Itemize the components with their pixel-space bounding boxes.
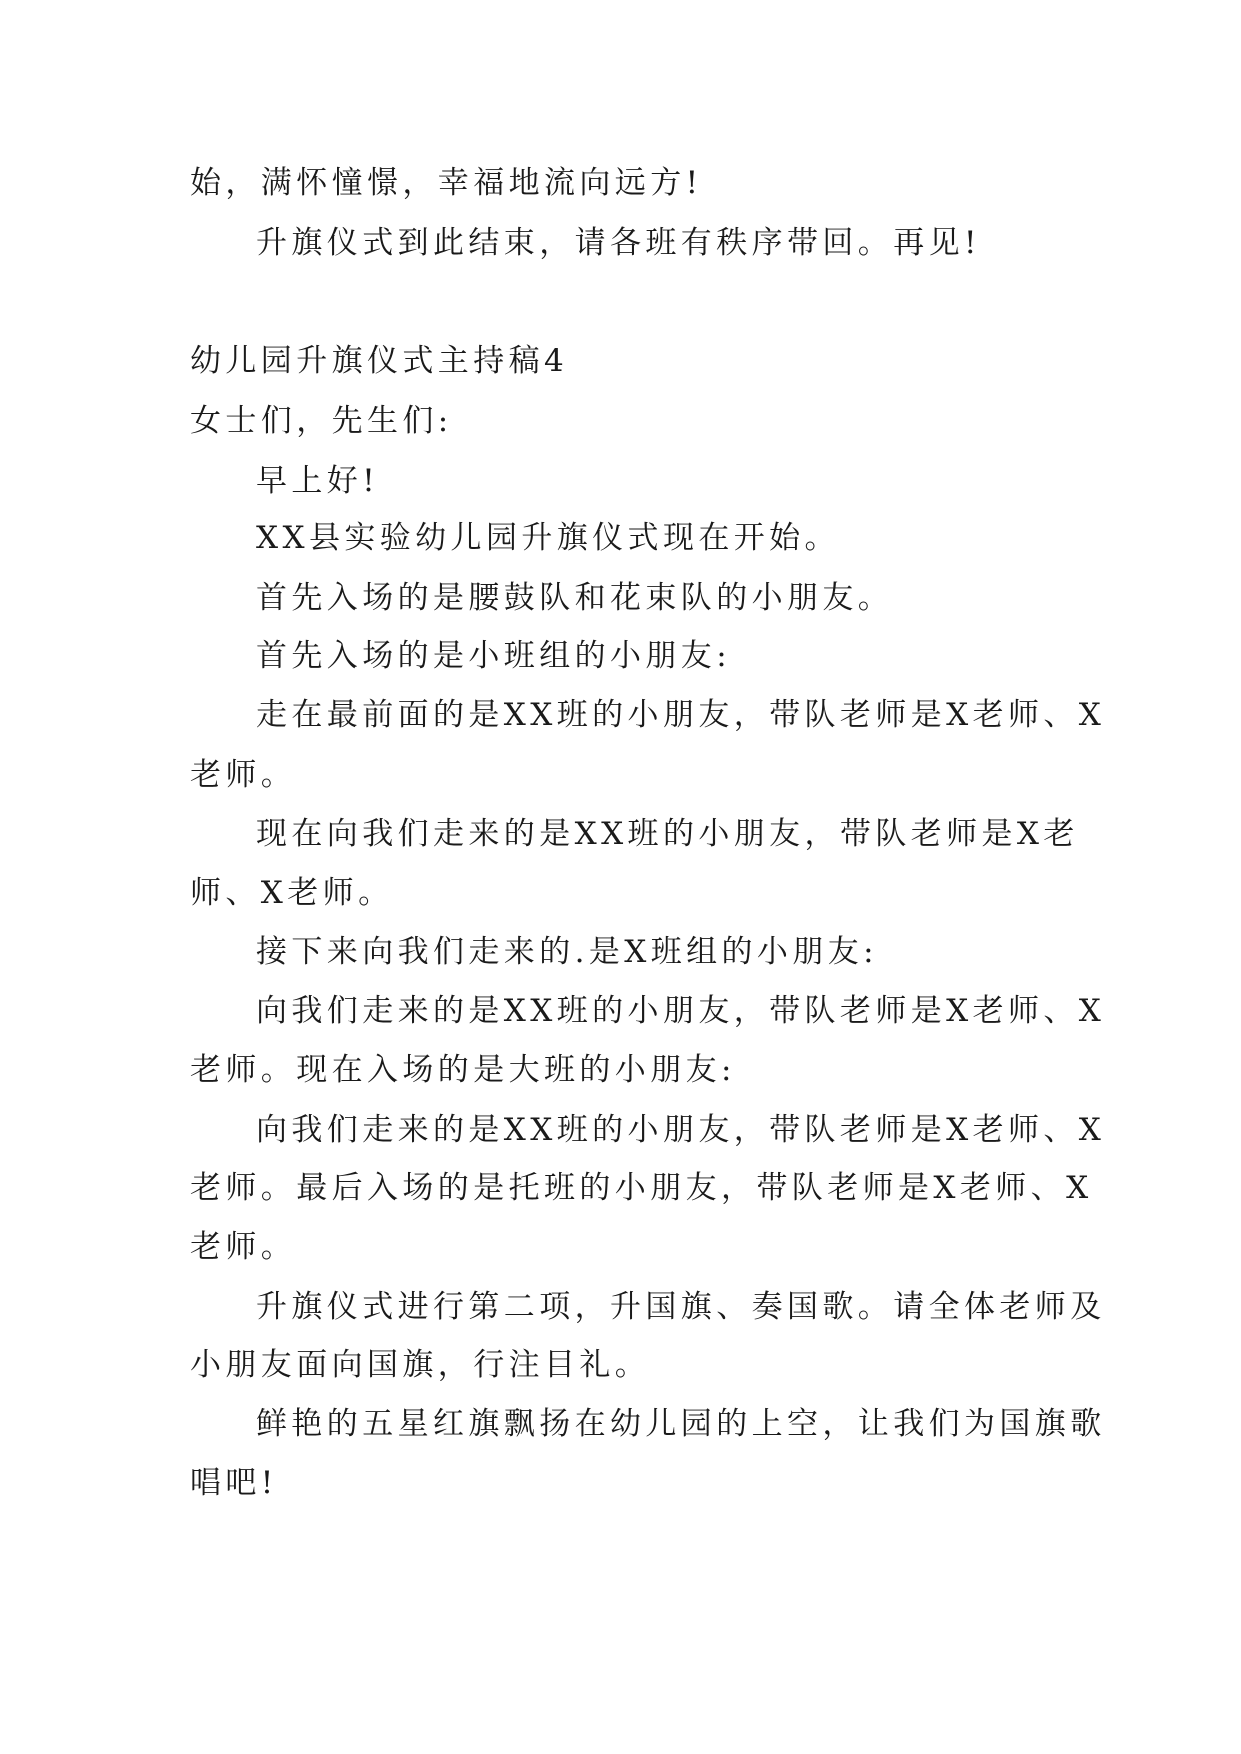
paragraph-line: XX县实验幼儿园升旗仪式现在开始。 (256, 520, 840, 556)
paragraph-line: 接下来向我们走来的.是X班组的小朋友: (256, 934, 878, 970)
paragraph-line: 老师。最后入场的是托班的小朋友，带队老师是X老师、X (190, 1170, 1093, 1206)
paragraph-line: 师、X老师。 (190, 875, 394, 911)
paragraph-line: 鲜艳的五星红旗飘扬在幼儿园的上空，让我们为国旗歌 (256, 1406, 1106, 1442)
paragraph-line: 现在向我们走来的是XX班的小朋友，带队老师是X老 (256, 816, 1079, 852)
paragraph-line: 小朋友面向国旗，行注目礼。 (190, 1347, 651, 1383)
section-title: 幼儿园升旗仪式主持稿4 (190, 343, 569, 379)
paragraph-line: 始，满怀憧憬，幸福地流向远方! (190, 165, 703, 201)
paragraph-line: 老师。 (190, 1229, 297, 1265)
paragraph-line: 早上好! (256, 463, 380, 499)
paragraph-line: 老师。现在入场的是大班的小朋友: (190, 1052, 736, 1088)
paragraph-line: 首先入场的是腰鼓队和花束队的小朋友。 (256, 580, 894, 616)
paragraph-line: 升旗仪式进行第二项，升国旗、奏国歌。请全体老师及 (256, 1289, 1106, 1325)
paragraph-line: 向我们走来的是XX班的小朋友，带队老师是X老师、X (256, 993, 1106, 1029)
paragraph-line: 向我们走来的是XX班的小朋友，带队老师是X老师、X (256, 1112, 1106, 1148)
paragraph-line: 走在最前面的是XX班的小朋友，带队老师是X老师、X (256, 697, 1106, 733)
salutation: 女士们，先生们: (190, 403, 453, 439)
paragraph-line: 老师。 (190, 757, 297, 793)
paragraph-line: 唱吧! (190, 1465, 278, 1501)
paragraph-line: 升旗仪式到此结束，请各班有秩序带回。再见! (256, 225, 981, 261)
paragraph-line: 首先入场的是小班组的小朋友: (256, 638, 732, 674)
